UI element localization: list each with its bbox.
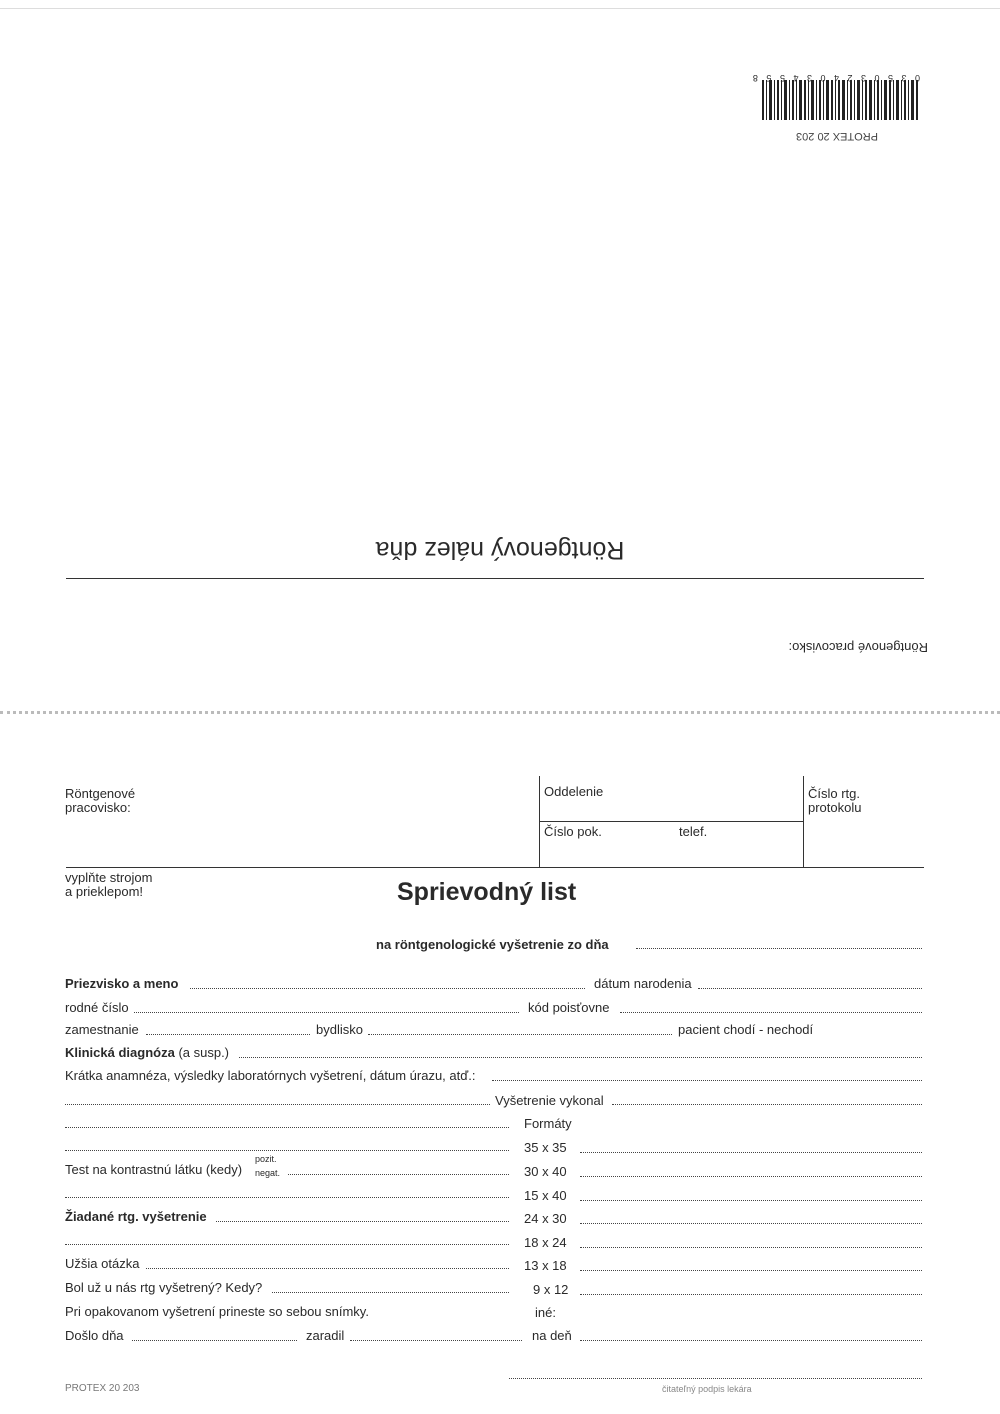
negat-label: negat. [255,1168,281,1178]
vysetrenie-vykonal-leader[interactable] [612,1104,922,1105]
blank-leader-3[interactable] [65,1197,509,1198]
test-kontrast-label: Test na kontrastnú látku (kedy) [65,1162,243,1177]
bol-uz-leader[interactable] [272,1292,509,1293]
signature-caption: čitateľný podpis lekára [662,1384,752,1394]
barcode [749,70,920,122]
top-pracovisko: Röntgenové pracovisko: [788,640,928,655]
format-9x12: 9 x 12 [533,1282,569,1297]
format-35x35-leader[interactable] [580,1152,922,1153]
format-15x40: 15 x 40 [524,1188,567,1203]
rodne-cislo-label: rodné číslo [65,1000,129,1015]
ziadane-label: Žiadané rtg. vyšetrenie [65,1209,207,1224]
uzsia-otazka-label: Užšia otázka [65,1256,140,1271]
vysetrenie-vykonal-label: Vyšetrenie vykonal [495,1093,604,1108]
note-line-1: vyplňte strojom [65,870,153,885]
format-9x12-leader[interactable] [580,1294,922,1295]
format-30x40: 30 x 40 [524,1164,567,1179]
formaty-label: Formáty [524,1116,572,1131]
box-right-border [803,776,804,868]
box-middle-rule [539,821,804,822]
zaradil-leader[interactable] [350,1340,522,1341]
datum-narodenia-label: dátum narodenia [594,976,692,991]
pozit-label: pozit. [255,1154,277,1164]
pracovisko-label-2: pracovisko: [65,800,131,815]
bol-uz-label: Bol už u nás rtg vyšetrený? Kedy? [65,1280,263,1295]
bydlisko-leader[interactable] [368,1034,672,1035]
na-den-label: na deň [532,1328,572,1343]
kod-poistovne-label: kód poisťovne [528,1000,610,1015]
format-18x24: 18 x 24 [524,1235,567,1250]
note-line-2: a prieklepom! [65,884,144,899]
blank-leader-4[interactable] [65,1244,509,1245]
anamneza-leader-2[interactable] [65,1104,490,1105]
format-15x40-leader[interactable] [580,1200,922,1201]
klinicka-diagnoza-leader[interactable] [239,1057,922,1058]
bydlisko-label: bydlisko [316,1022,363,1037]
format-ine: iné: [535,1305,556,1320]
anamneza-label: Krátka anamnéza, výsledky laboratórnych vyšetrení, dátum úrazu, atď.: [65,1068,476,1083]
result-title: Röntgenový nález dňa [375,536,625,564]
page-edge [0,8,1000,9]
header-bottom-rule [66,867,924,868]
cislo-rtg-label-1: Číslo rtg. [808,786,861,801]
format-13x18: 13 x 18 [524,1258,567,1273]
doslo-dna-label: Došlo dňa [65,1328,124,1343]
test-kontrast-leader[interactable] [288,1174,509,1175]
blank-leader-2[interactable] [65,1150,509,1151]
format-13x18-leader[interactable] [580,1270,922,1271]
subtitle: na röntgenologické vyšetrenie zo dňa [376,937,609,952]
cislo-pok-label: Číslo pok. [544,824,602,839]
kod-poistovne-leader[interactable] [620,1012,922,1013]
cislo-rtg-label-2: protokolu [808,800,862,815]
footer-protex: PROTEX 20 203 [65,1383,140,1394]
klinicka-diagnoza-rest: (a susp.) [178,1045,230,1060]
signature-leader[interactable] [509,1378,922,1379]
barcode-bars [760,80,920,120]
format-35x35: 35 x 35 [524,1140,567,1155]
telef-label: telef. [679,824,708,839]
na-den-leader[interactable] [580,1340,922,1341]
zaradil-label: zaradil [306,1328,345,1343]
form-title: Sprievodný list [397,878,577,906]
ziadane-leader[interactable] [216,1221,509,1222]
priezvisko-leader[interactable] [190,988,585,989]
barcode-digits: 0 3 5 0 3 2 4 0 3 4 5 5 8 [749,73,920,83]
barcode-caption: PROTEX 20 203 [796,130,878,142]
priezvisko-label: Priezvisko a meno [65,976,179,991]
blank-leader-1[interactable] [65,1127,509,1128]
rodne-cislo-leader[interactable] [134,1012,519,1013]
datum-narodenia-leader[interactable] [698,988,922,989]
format-18x24-leader[interactable] [580,1247,922,1248]
perforation-line [0,711,1000,714]
pracovisko-label-1: Röntgenové [65,786,136,801]
klinicka-diagnoza-bold: Klinická diagnóza [65,1045,175,1060]
pri-opakovanom-label: Pri opakovanom vyšetrení prineste so sebou snímky. [65,1304,369,1319]
pacient-chodi-label: pacient chodí - nechodí [678,1022,814,1037]
title-rule [66,578,924,579]
zamestnanie-leader[interactable] [146,1034,310,1035]
uzsia-otazka-leader[interactable] [146,1268,509,1269]
oddelenie-label: Oddelenie [544,784,604,799]
subtitle-leader[interactable] [636,948,922,949]
zamestnanie-label: zamestnanie [65,1022,139,1037]
anamneza-leader[interactable] [492,1080,922,1081]
box-left-border [539,776,540,868]
format-24x30: 24 x 30 [524,1211,567,1226]
format-30x40-leader[interactable] [580,1176,922,1177]
doslo-dna-leader[interactable] [132,1340,297,1341]
klinicka-diagnoza-label [65,1045,229,1060]
format-24x30-leader[interactable] [580,1223,922,1224]
